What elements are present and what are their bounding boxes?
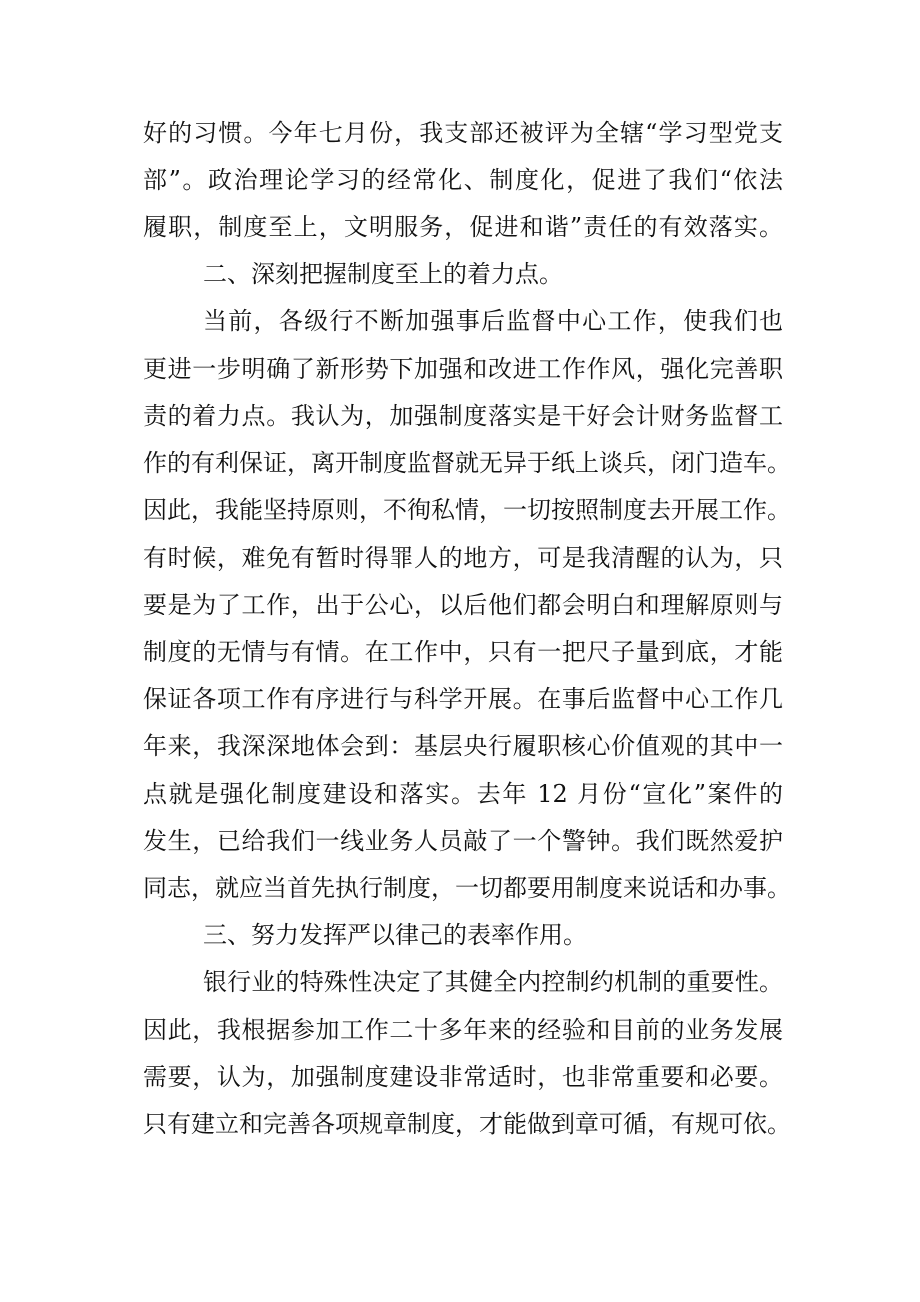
text-line: 年来，我深深地体会到：基层央行履职核心价值观的其中一 [143, 732, 783, 760]
text-line: 只有建立和完善各项规章制度，才能做到章可循，有规可依。 [143, 1110, 791, 1138]
text-line: 因此，我根据参加工作二十多年来的经验和目前的业务发展 [143, 1016, 783, 1044]
text-line: 制度的无情与有情。在工作中，只有一把尺子量到底，才能 [143, 638, 783, 666]
text-line: 需要，认为，加强制度建设非常适时，也非常重要和必要。 [143, 1063, 783, 1091]
text-line: 保证各项工作有序进行与科学开展。在事后监督中心工作几 [143, 685, 783, 713]
text-line: 责的着力点。我认为，加强制度落实是干好会计财务监督工 [143, 402, 783, 430]
text-line: 作的有利保证，离开制度监督就无异于纸上谈兵，闭门造车。 [143, 449, 791, 477]
paragraph-first-line: 银行业的特殊性决定了其健全内控制约机制的重要性。 [203, 968, 783, 996]
text-line: 有时候，难免有暂时得罪人的地方，可是我清醒的认为，只 [143, 544, 783, 572]
text-line: 点就是强化制度建设和落实。去年 12 月份“宣化”案件的 [143, 780, 783, 808]
text-line: 因此，我能坚持原则，不徇私情，一切按照制度去开展工作。 [143, 496, 791, 524]
text-line: 部”。政治理论学习的经常化、制度化，促进了我们“依法 [143, 166, 783, 194]
text-line: 好的习惯。今年七月份，我支部还被评为全辖“学习型党支 [143, 119, 783, 147]
text-line: 更进一步明确了新形势下加强和改进工作作风，强化完善职 [143, 355, 783, 383]
section-heading: 二、深刻把握制度至上的着力点。 [203, 260, 563, 288]
text-line: 要是为了工作，出于公心，以后他们都会明白和理解原则与 [143, 591, 783, 619]
paragraph-first-line: 当前，各级行不断加强事后监督中心工作，使我们也 [203, 307, 783, 335]
text-line: 同志，就应当首先执行制度，一切都要用制度来说话和办事。 [143, 874, 791, 902]
text-line: 履职，制度至上，文明服务，促进和谐”责任的有效落实。 [143, 213, 783, 241]
text-line: 发生，已给我们一线业务人员敲了一个警钟。我们既然爱护 [143, 827, 783, 855]
section-heading: 三、努力发挥严以律己的表率作用。 [203, 921, 587, 949]
